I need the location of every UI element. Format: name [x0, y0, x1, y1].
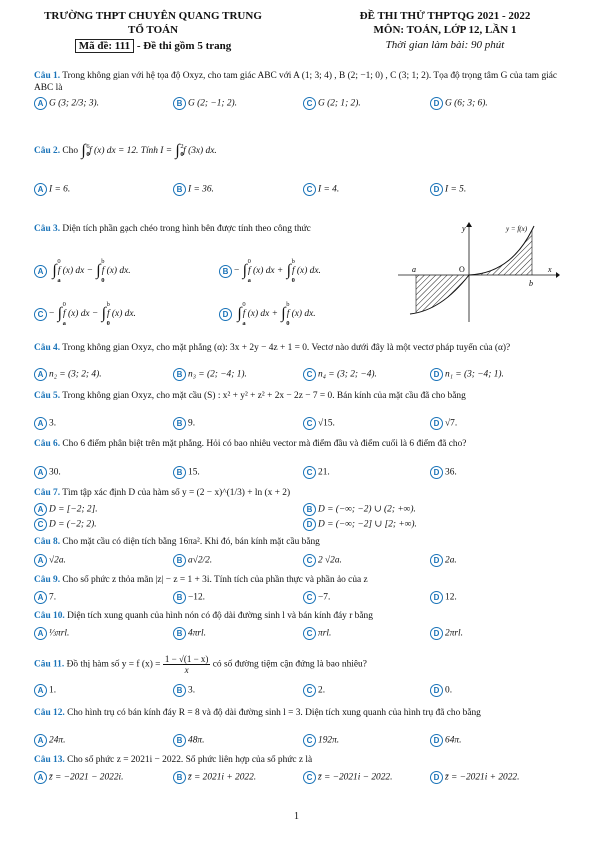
- option-a[interactable]: A 30.: [34, 466, 61, 479]
- pages-note: - Đề thi gồm 5 trang: [136, 40, 232, 52]
- option-c[interactable]: C n₄ = (3; 2; −4).: [303, 368, 377, 381]
- page-number: 1: [294, 811, 299, 822]
- question-1: Câu 1. Trong không gian với hệ tọa độ Oxyz, cho tam giác ABC với A (1; 3; 4) , B (2; −1; 0) , C (3; 1; 2). Tọa độ trọng tâm G của tam giác ABC là: [34, 71, 558, 93]
- exam-code-line: [28, 39, 278, 53]
- y-arrow: [466, 222, 472, 227]
- option-a[interactable]: A D = [−2; 2].: [34, 503, 98, 516]
- option-b[interactable]: B 9.: [173, 417, 195, 430]
- option-a[interactable]: A ⅓πrl.: [34, 627, 69, 640]
- option-b[interactable]: B n₃ = (2; −4; 1).: [173, 368, 247, 381]
- option-c[interactable]: C I = 4.: [303, 183, 339, 196]
- option-b[interactable]: B G (2; −1; 2).: [173, 97, 237, 110]
- option-a[interactable]: A 3.: [34, 417, 56, 430]
- integral-sign: ∫ 0 a: [242, 258, 251, 284]
- area-graph: [398, 222, 560, 324]
- origin-label: O: [459, 265, 465, 274]
- hatched-region-left: [416, 275, 469, 313]
- integral-sign: ∫ b 0: [286, 258, 295, 284]
- option-d[interactable]: D 12.: [430, 591, 457, 604]
- question-4: Câu 4. Trong không gian Oxyz, cho mặt phẳng (α): 3x + 2y − 4z + 1 = 0. Vectơ nào dưới đây là một vectơ pháp tuyến của (α)?: [34, 343, 511, 353]
- option-d[interactable]: D 0.: [430, 684, 452, 697]
- question-12-options: [34, 734, 562, 748]
- option-d[interactable]: D D = (−∞; −2] ∪ [2; +∞).: [303, 518, 417, 531]
- question-4-options: [34, 368, 562, 382]
- option-c[interactable]: C 21.: [303, 466, 330, 479]
- b-label: b: [529, 279, 533, 288]
- question-10: Câu 10. Diện tích xung quanh của hình nón có độ dài đường sinh l và bán kính đáy r bằng: [34, 611, 373, 621]
- x-label: x: [548, 265, 552, 274]
- question-9: Câu 9. Cho số phức z thỏa mãn |z| − z = 1 + 3i. Tính tích của phần thực và phần ảo của z: [34, 575, 368, 585]
- integral-sign: ∫ 6 0: [81, 142, 90, 159]
- option-d[interactable]: D √7.: [430, 417, 457, 430]
- option-c[interactable]: C −7.: [303, 591, 330, 604]
- option-a[interactable]: A 1.: [34, 684, 56, 697]
- question-7-options-row1: [34, 503, 562, 517]
- question-6: Câu 6. Cho 6 điểm phân biệt trên mặt phẳng. Hỏi có bao nhiêu vector mà điểm đầu và điểm cuối là 6 điểm đã cho?: [34, 439, 467, 449]
- exam-time: Thời gian làm bài: 90 phút: [385, 39, 505, 51]
- integral-sign: ∫ 0 a: [52, 258, 61, 284]
- option-b[interactable]: B z̄ = 2021i + 2022.: [173, 771, 256, 784]
- option-c[interactable]: C − ∫ 0 a f (x) dx − ∫ b 0 f (x) dx.: [34, 305, 136, 323]
- question-3-options-row2: [34, 301, 394, 327]
- option-b[interactable]: B a√2/2.: [173, 554, 212, 567]
- option-d[interactable]: D I = 5.: [430, 183, 466, 196]
- exam-title: ĐỀ THI THỬ THPTQG 2021 - 2022: [359, 10, 531, 22]
- option-d[interactable]: D 36.: [430, 466, 457, 479]
- question-13: Câu 13. Cho số phức z = 2021i − 2022. Số phức liên hợp của số phức z là: [34, 755, 313, 765]
- option-a[interactable]: A ∫ 0 a f (x) dx − ∫ b 0 f (x) dx.: [34, 262, 131, 280]
- integral-sign: ∫ 0 a: [237, 301, 246, 327]
- question-7: Câu 7. Tìm tập xác định D của hàm số y = (2 − x)^(1/3) + ln (x + 2): [34, 488, 291, 498]
- option-d[interactable]: D 2a.: [430, 554, 457, 567]
- option-b[interactable]: B − ∫ 0 a f (x) dx + ∫ b 0 f (x) dx.: [219, 262, 321, 280]
- option-d[interactable]: D n₁ = (3; −4; 1).: [430, 368, 504, 381]
- question-3: Câu 3. Diện tích phần gạch chéo trong hình bên được tính theo công thức: [34, 224, 311, 234]
- fraction: $\frac{1 - √(1 - x)}{x}$: [164, 654, 209, 675]
- option-a[interactable]: A G (3; 2/3; 3).: [34, 97, 99, 110]
- integral-sign: ∫ b 0: [101, 301, 110, 327]
- question-8: Câu 8. Cho mặt cầu có diện tích bằng 16πa². Khi đó, bán kính mặt cầu bằng: [34, 537, 320, 547]
- option-b[interactable]: B 48π.: [173, 734, 204, 747]
- option-c[interactable]: C 192π.: [303, 734, 339, 747]
- y-label: y: [462, 224, 466, 233]
- integral-sign: ∫ 0 a: [57, 301, 66, 327]
- option-c[interactable]: C πrl.: [303, 627, 331, 640]
- option-a[interactable]: A 24π.: [34, 734, 65, 747]
- question-2-options: [34, 183, 562, 197]
- x-arrow: [556, 272, 560, 278]
- question-7-options-row2: [34, 518, 562, 532]
- option-d[interactable]: D 64π.: [430, 734, 461, 747]
- exam-subject: MÔN: TOÁN, LỚP 12, LẦN 1: [373, 24, 517, 36]
- option-b[interactable]: B I = 36.: [173, 183, 214, 196]
- question-9-options: [34, 591, 562, 605]
- option-a[interactable]: A 7.: [34, 591, 56, 604]
- option-a[interactable]: A I = 6.: [34, 183, 70, 196]
- f-label: y = f(x): [506, 225, 528, 233]
- option-c[interactable]: C G (2; 1; 2).: [303, 97, 361, 110]
- integral-sign: ∫ 2 0: [175, 142, 184, 159]
- question-6-options: [34, 466, 562, 480]
- option-b[interactable]: B 4πrl.: [173, 627, 206, 640]
- question-12: Câu 12. Cho hình trụ có bán kính đáy R = 8 và độ dài đường sinh l = 3. Diện tích xung quanh của hình trụ đã cho bằng: [34, 708, 481, 718]
- option-b[interactable]: B 3.: [173, 684, 195, 697]
- question-5: Câu 5. Trong không gian Oxyz, cho mặt cầu (S) : x² + y² + z² + 2x − 2z − 7 = 0. Bán kính của mặt cầu đã cho bằng: [34, 391, 466, 401]
- option-d[interactable]: D z̄ = −2021i + 2022.: [430, 771, 519, 784]
- hatched-region-right: [469, 230, 532, 275]
- option-a[interactable]: A √2a.: [34, 554, 66, 567]
- option-c[interactable]: C D = (−2; 2).: [34, 518, 97, 531]
- question-5-options: [34, 417, 562, 431]
- option-b[interactable]: B 15.: [173, 466, 200, 479]
- option-d[interactable]: D 2πrl.: [430, 627, 463, 640]
- school-name: TRƯỜNG THPT CHUYÊN QUANG TRUNG: [44, 10, 262, 22]
- option-a[interactable]: A z̄ = −2021 − 2022i.: [34, 771, 123, 784]
- question-10-options: [34, 627, 562, 641]
- option-c[interactable]: C 2 √2a.: [303, 554, 342, 567]
- option-d[interactable]: D G (6; 3; 6).: [430, 97, 488, 110]
- question-8-options: [34, 554, 562, 568]
- option-d[interactable]: D ∫ 0 a f (x) dx + ∫ b 0 f (x) dx.: [219, 305, 316, 323]
- question-1-options: [34, 97, 562, 111]
- option-c[interactable]: C √15.: [303, 417, 335, 430]
- option-b[interactable]: B D = (−∞; −2) ∪ (2; +∞).: [303, 503, 416, 516]
- question-3-options-row1: [34, 258, 394, 284]
- exam-code: Mã đề: 111: [75, 39, 134, 53]
- question-11-options: [34, 684, 562, 698]
- option-c[interactable]: C 2.: [303, 684, 325, 697]
- department: TỔ TOÁN: [127, 24, 179, 36]
- a-label: a: [412, 265, 416, 274]
- integral-sign: ∫ b 0: [281, 301, 290, 327]
- question-2: Câu 2. Cho ∫ 6 0 f (x) dx = 12. Tính I = ∫ 2 0 f (3x) dx.: [34, 142, 217, 159]
- option-b[interactable]: B −12.: [173, 591, 205, 604]
- option-a[interactable]: A n₂ = (3; 2; 4).: [34, 368, 102, 381]
- integral-sign: ∫ b 0: [96, 258, 105, 284]
- question-11: Câu 11. Đồ thị hàm số y = f (x) = $\frac{1 - √(1 - x)}{x}$ có số đường tiệm cận đứng là bao nhiêu?: [34, 654, 367, 675]
- question-13-options: [34, 771, 562, 785]
- option-c[interactable]: C z̄ = −2021i − 2022.: [303, 771, 392, 784]
